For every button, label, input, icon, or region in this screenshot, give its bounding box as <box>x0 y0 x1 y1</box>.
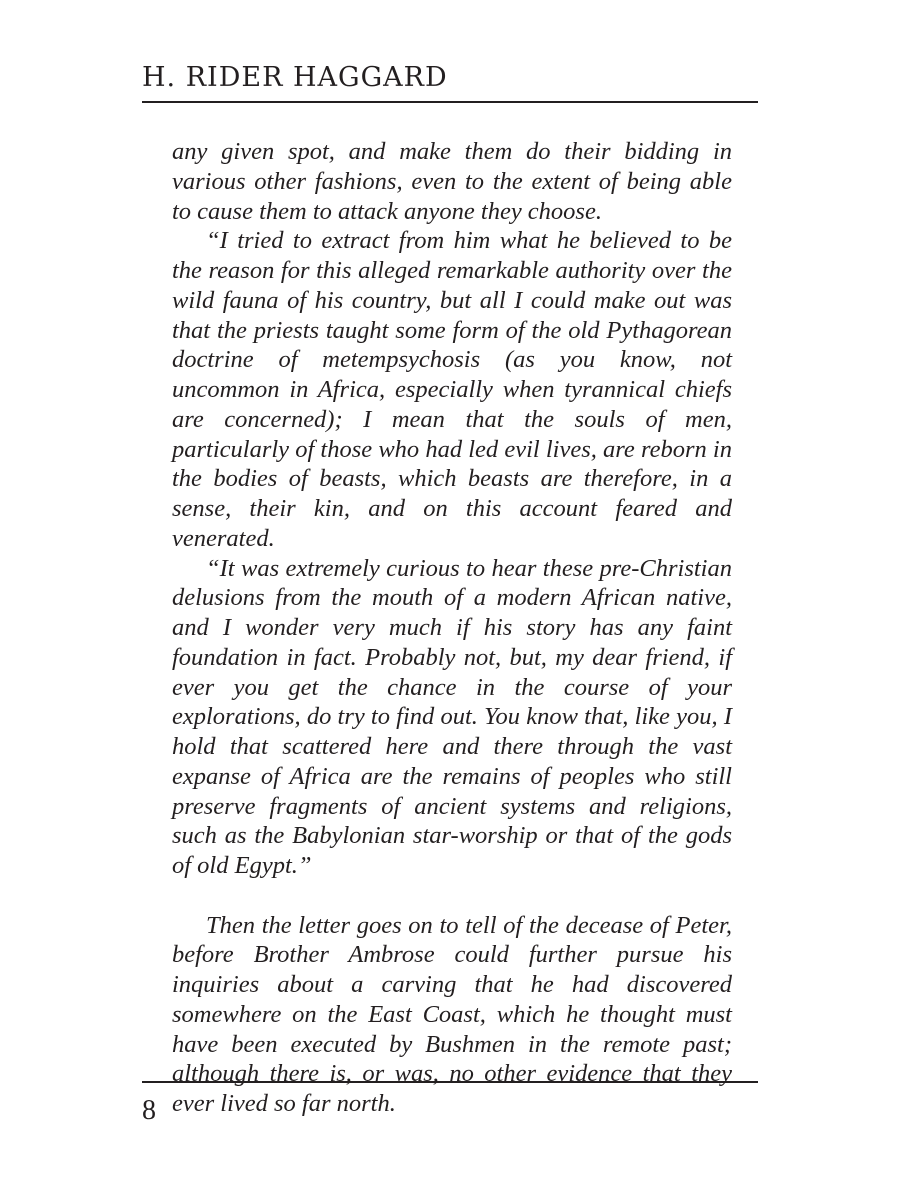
paragraph-continuation: any given spot, and make them do their bidding in various other fashions, even to the extent of being able to cause them to attack anyone they choose. <box>172 138 732 225</box>
header-rule <box>142 101 758 103</box>
page-number: 8 <box>142 1095 156 1126</box>
paragraph-quote-metempsychosis: “I tried to extract from him what he believed to be the reason for this alleged remarkable authority over the wild fauna of his country, but all I could make out was that the priests taught some form of the old Pythagorean doctrine of metempsychosis (as you know, not uncommon in Africa, especially when tyrannical chiefs are concerned); I mean that the souls of men, particularly of those who had led evil lives, are reborn in the bodies of beasts, which beasts are therefore, in a sense, their kin, and on this account feared and venerated. <box>172 227 732 552</box>
running-head: H. RIDER HAGGARD <box>142 62 448 93</box>
paragraph-letter-narration: Then the letter goes on to tell of the decease of Peter, before Brother Ambrose could further pursue his inquiries about a carving that he had discovered somewhere on the East Coast, which he thought must have been executed by Bushmen in the remote past; although there is, or was, no other evidence that they ever lived so far north. <box>172 911 732 1117</box>
paragraph-quote-delusions: “It was extremely curious to hear these pre-Christian delusions from the mouth of a modern African native, and I wonder very much if his story has any faint foundation in fact. Probably not, but, my dear friend, if ever you get the chance in the course of your explorations, do try to find out. You know that, like you, I hold that scattered here and there through the vast expanse of Africa are the remains of peoples who still preserve fragments of ancient systems and religions, such as the Babylonian star-worship or that of the gods of old Egypt.” <box>172 554 732 879</box>
body-text <box>172 137 732 1119</box>
footer-rule <box>142 1081 758 1083</box>
